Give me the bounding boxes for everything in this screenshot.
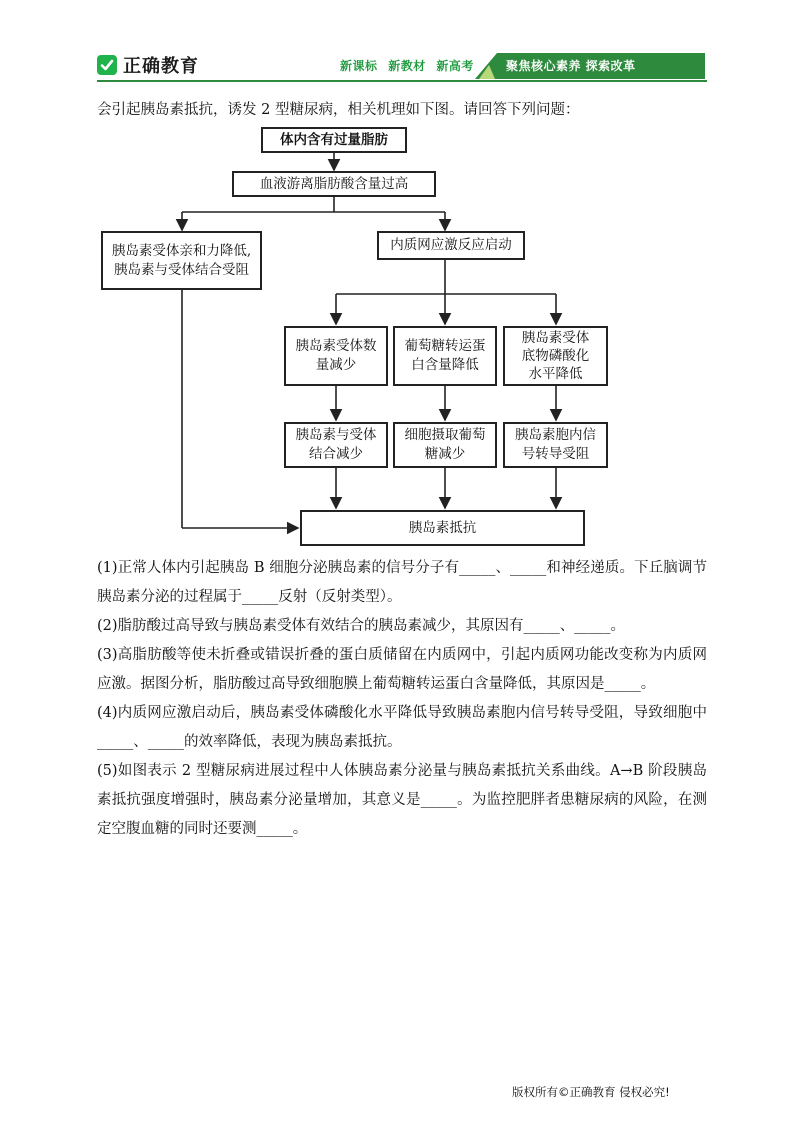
question-2: (2)脂肪酸过高导致与胰岛素受体有效结合的胰岛素减少，其原因有_____、_____。 <box>97 618 626 634</box>
slogan-item: 新课标 <box>340 59 378 73</box>
question-3: (3)高脂肪酸等使未折叠或错误折叠的蛋白质储留在内质网中，引起内质网功能改变称为内质网应激。据图分析，脂肪酸过高导致细胞膜上葡萄糖转运蛋白含量降低，其原因是_____。 <box>97 647 707 692</box>
box-label: 量减少 <box>315 357 357 373</box>
box-label: 水平降低 <box>528 366 583 382</box>
slogan-item: 新教材 <box>388 59 426 73</box>
question-1: (1)正常人体内引起胰岛 B 细胞分泌胰岛素的信号分子有_____、_____和神经递质。下丘脑调节胰岛素分泌的过程属于_____反射（反射类型）。 <box>97 560 707 605</box>
box-label: 号转导受阻 <box>521 446 590 462</box>
box-receptor-affinity <box>101 231 262 290</box>
question-5: (5)如图表示 2 型糖尿病进展过程中人体胰岛素分泌量与胰岛素抵抗关系曲线。A→B 阶段胰岛素抵抗强度增强时，胰岛素分泌量增加，其意义是_____。为监控肥胖者患糖尿病的风险，在测定空腹血糖的同时还要测_____。 <box>97 763 707 837</box>
box-label: 葡萄糖转运蛋 <box>404 338 486 354</box>
box-label: 细胞摄取葡萄 <box>404 427 486 443</box>
box-insulin-resistance <box>300 510 585 546</box>
box-glucose-uptake <box>393 422 497 468</box>
box-label: 胰岛素胞内信 <box>515 427 596 443</box>
question-4: (4)内质网应激启动后，胰岛素受体磷酸化水平降低导致胰岛素胞内信号转导受阻，导致细胞中_____、_____的效率降低，表现为胰岛素抵抗。 <box>97 705 707 750</box>
box-glucose-transporter <box>393 326 497 386</box>
box-label: 胰岛素受体 <box>521 330 590 346</box>
slogan-item: 新高考 <box>436 59 474 73</box>
box-label: 结合减少 <box>309 446 363 462</box>
intro-text: 会引起胰岛素抵抗，诱发 2 型糖尿病，相关机理如下图。请回答下列问题： <box>97 102 580 118</box>
box-er-stress <box>377 231 525 260</box>
box-label: 胰岛素与受体 <box>295 427 377 443</box>
brand-name: 正确教育 <box>123 56 199 77</box>
box-label: 白含量降低 <box>411 357 479 373</box>
box-receptor-count <box>284 326 388 386</box>
box-label: 体内含有过量脂肪 <box>280 131 388 148</box>
box-signal-transduction <box>503 422 608 468</box>
box-label: 底物磷酸化 <box>521 348 590 364</box>
box-binding-reduced <box>284 422 388 468</box>
box-free-fatty-acid <box>232 171 436 197</box>
box-label: 胰岛素受体亲和力降低, <box>111 242 252 259</box>
box-label: 糖减少 <box>424 446 466 462</box>
copyright-footer: 版权所有©正确教育 侵权必究! <box>512 1085 670 1099</box>
box-substrate-phosphorylation <box>503 326 608 386</box>
flowchart <box>0 0 800 560</box>
box-label: 血液游离脂肪酸含量过高 <box>259 175 409 192</box>
box-label: 胰岛素受体数 <box>295 338 377 354</box>
box-label: 胰岛素与受体结合受阻 <box>114 261 249 278</box>
slogan-right: 聚焦核心素养 探索改革 <box>506 59 636 73</box>
questions <box>97 554 707 844</box>
box-label: 胰岛素抵抗 <box>408 519 477 536</box>
box-label: 内质网应激反应启动 <box>390 237 512 253</box>
box-excess-fat <box>261 127 407 153</box>
